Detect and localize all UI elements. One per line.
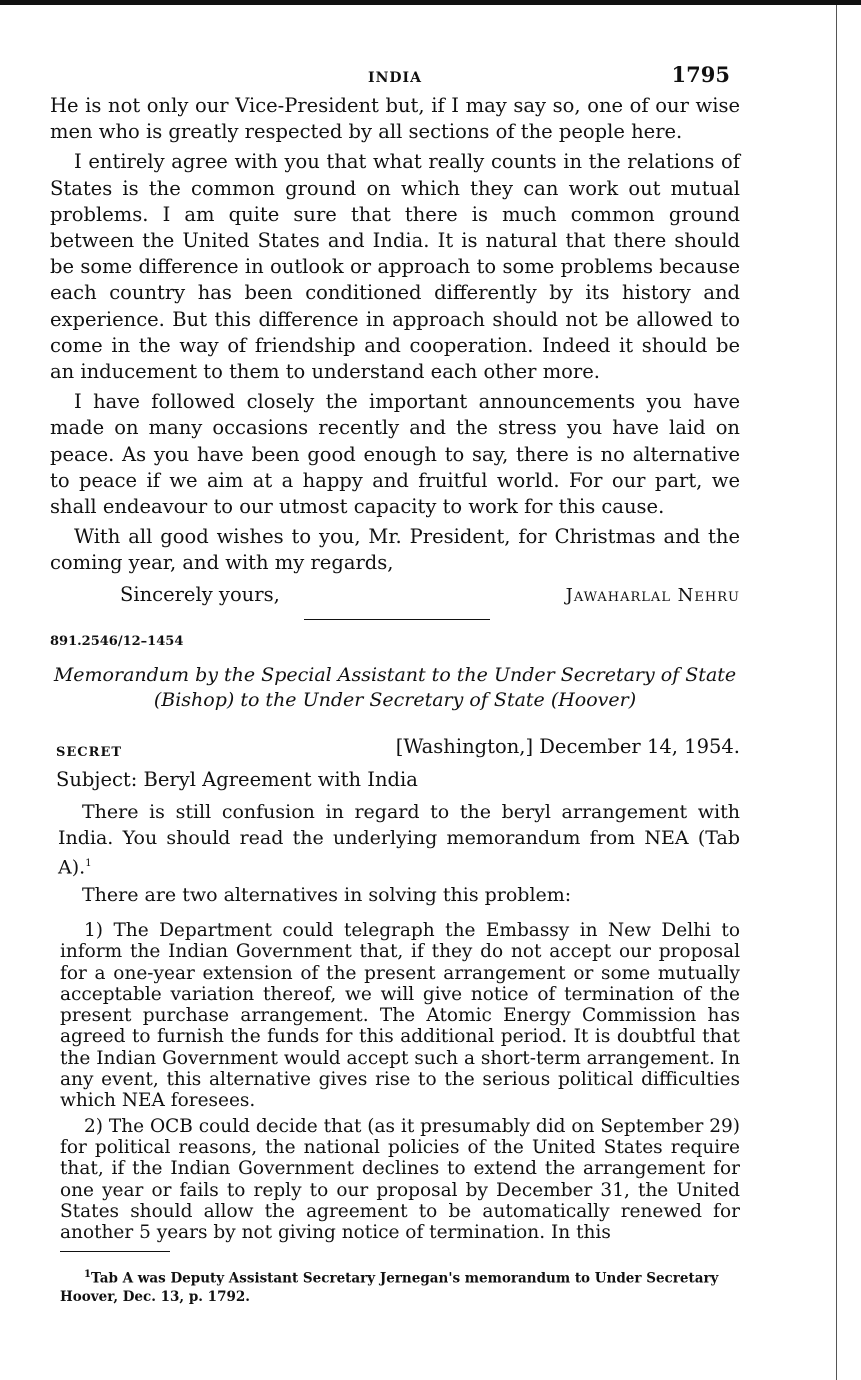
page-number: 1795 xyxy=(671,62,730,87)
document-title xyxy=(50,663,740,713)
classification-label: SECRET xyxy=(56,744,123,760)
footnote xyxy=(60,1266,740,1306)
signature: Jawaharlal Nehru xyxy=(565,584,740,606)
memo-paragraph-text: There is still confusion in regard to the beryl arrangement with India. You should read the underlying memorandum from NEA (Tab A). xyxy=(58,800,740,878)
footnote-reference: 1 xyxy=(85,857,92,869)
right-edge-line xyxy=(836,5,837,1380)
alternative-item: 1) The Department could telegraph the Embassy in New Delhi to inform the Indian Government that, if they do not accept our proposal for a one-year extension of the present arrangement or some mutually acceptable variation thereof, we will give notice of termination of the present purchase arrangement. The Atomic Energy Commission has agreed to furnish the funds for this additional period. It is doubtful that the Indian Government would accept such a short-term arrangement. In any event, this alternative gives rise to the serious political difficulties which NEA foresees. xyxy=(60,919,740,1112)
alternative-item: 2) The OCB could decide that (as it presumably did on September 29) for political reasons, the national policies of the United States require that, if the Indian Government declines to extend the arrangement for one year or fails to reply to our proposal by December 31, the United States should allow the agreement to be automatically renewed for another 5 years by not giving notice of termination. In this xyxy=(60,1115,740,1244)
page-header xyxy=(50,60,740,90)
memo-paragraph: There are two alternatives in solving this problem: xyxy=(82,883,572,906)
letter-paragraph: With all good wishes to you, Mr. President, for Christmas and the coming year, and with my regards, xyxy=(50,525,740,575)
closing-salutation: Sincerely yours, xyxy=(120,582,280,606)
place-date: [Washington,] December 14, 1954. xyxy=(395,734,740,758)
document-title-line: (Bishop) to the Under Secretary of State (Hoover) xyxy=(153,688,637,711)
subject-line: Subject: Beryl Agreement with India xyxy=(56,767,418,791)
section-divider xyxy=(304,619,490,620)
letter-closing xyxy=(50,579,740,609)
document-page xyxy=(50,60,740,1306)
letter-paragraph: He is not only our Vice-President but, if I may say so, one of our wise men who is greatly respected by all sections of the people here. xyxy=(50,94,740,144)
footnote-text: Tab A was Deputy Assistant Secretary Jernegan's memorandum to Under Secretary Hoover, Dec. 13, p. 1792. xyxy=(60,1270,719,1305)
running-head: INDIA xyxy=(368,70,422,86)
document-title-line: Memorandum by the Special Assistant to the Under Secretary of State xyxy=(53,663,737,686)
letter-paragraph: I entirely agree with you that what really counts in the relations of States is the common ground on which they can work out mutual problems. I am quite sure that there is much common ground between the United States and India. It is natural that there should be some difference in outlook or approach to some problems because each country has been conditioned differently by its history and experience. But this difference in approach should not be allowed to come in the way of friendship and cooperation. Indeed it should be an inducement to them to understand each other more. xyxy=(50,150,740,384)
letter-paragraph: I have followed closely the important announcements you have made on many occasions recently and the stress you have laid on peace. As you have been good enough to say, there is no alternative to peace if we aim at a happy and fruitful world. For our part, we shall endeavour to our utmost capacity to work for this cause. xyxy=(50,390,740,519)
memo-paragraph xyxy=(58,799,740,880)
letter-body xyxy=(50,93,740,577)
document-file-number: 891.2546/12–1454 xyxy=(50,633,184,649)
document-meta xyxy=(50,733,740,761)
footnote-rule xyxy=(60,1251,170,1252)
footnote-marker: 1 xyxy=(84,1269,91,1281)
top-edge-bar xyxy=(0,0,861,5)
